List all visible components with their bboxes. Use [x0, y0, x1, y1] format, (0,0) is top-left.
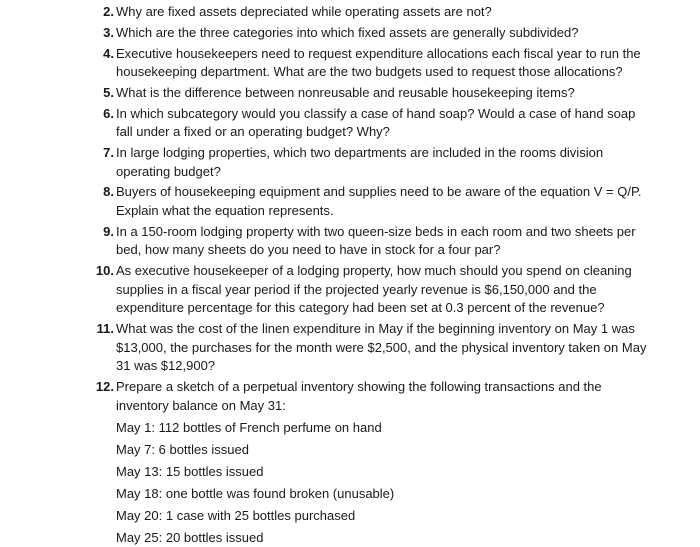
question-number: 10.: [95, 263, 114, 279]
question-text: Buyers of housekeeping equipment and supplies need to be aware of the equation V = Q/P. Explain what the equation represents.: [116, 184, 642, 219]
transaction-item: May 20: 1 case with 25 bottles purchased: [116, 507, 356, 523]
transaction-item: May 18: one bottle was found broken (unusable): [116, 485, 395, 501]
question-text: In large lodging properties, which two departments are included in the rooms division operating budget?: [116, 145, 604, 179]
question-9: [0, 223, 700, 260]
transaction-item: May 1: 112 bottles of French perfume on hand: [116, 419, 382, 435]
question-list: [0, 3, 700, 547]
question-text: As executive housekeeper of a lodging property, how much should you spend on cleaning supplies in a fiscal year period if the projected yearly revenue is $6,150,000 and the expenditure percentage for this category had been set at 0.3 percent of the revenue?: [116, 263, 632, 316]
question-number: 2.: [103, 4, 114, 19]
question-number: 11.: [96, 321, 114, 337]
question-7: [0, 144, 700, 181]
question-6: [0, 105, 700, 142]
transaction-item: May 7: 6 bottles issued: [116, 441, 249, 457]
question-number: 12.: [95, 379, 114, 395]
question-text: What was the cost of the linen expenditure in May if the beginning inventory on May 1 was $13,000, the purchases for the month were $2,500, and the physical inventory taken on May 31 was $12,900?: [116, 321, 647, 374]
transaction-item: May 25: 20 bottles issued: [116, 529, 264, 545]
question-8: [0, 183, 700, 220]
question-text: Which are the three categories into which fixed assets are generally subdivided?: [116, 24, 579, 40]
question-5: [0, 84, 700, 103]
question-number: 4.: [103, 45, 114, 61]
question-text: Executive housekeepers need to request expenditure allocations each fiscal year to run the housekeeping department. What are the two budgets used to request those allocations?: [116, 45, 641, 80]
question-text: Why are fixed assets depreciated while operating assets are not?: [116, 4, 492, 19]
question-number: 5.: [103, 84, 114, 100]
question-text: In a 150-room lodging property with two queen-size beds in each room and two sheets per bed, how many sheets do you need to have in stock for a four par?: [116, 223, 636, 258]
question-10: [0, 262, 700, 318]
question-number: 6.: [103, 105, 114, 121]
question-11: [0, 320, 700, 376]
question-number: 7.: [103, 145, 114, 161]
question-4: [0, 45, 700, 82]
question-number: 9.: [103, 223, 114, 239]
question-number: 8.: [103, 184, 114, 200]
question-3: [0, 24, 700, 43]
question-number: 3.: [103, 24, 114, 40]
transaction-list: [0, 419, 700, 547]
question-text: What is the difference between nonreusable and reusable housekeeping items?: [116, 84, 575, 100]
question-text: In which subcategory would you classify a case of hand soap? Would a case of hand soap fall under a fixed or an operating budget? Why?: [116, 105, 636, 140]
question-12: [0, 378, 700, 415]
transaction-item: May 13: 15 bottles issued: [116, 463, 264, 479]
question-2: [0, 3, 700, 22]
question-text: Prepare a sketch of a perpetual inventory showing the following transactions and the inventory balance on May 31:: [116, 379, 602, 413]
